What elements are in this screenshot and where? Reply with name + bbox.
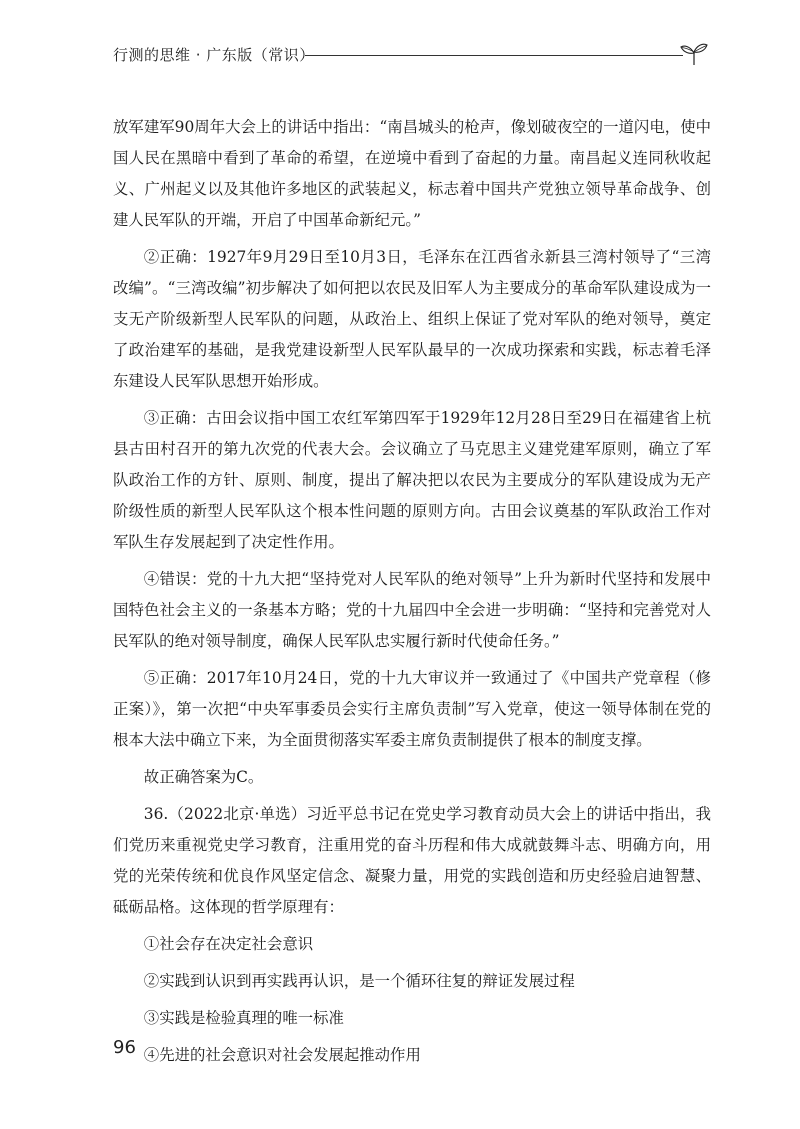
paragraph-5: ⑤正确：2017年10月24日，党的十九大审议并一致通过了《中国共产党章程（修正案）》，第一次把“中央军事委员会实行主席负责制”写入党章，使这一领导体制在党的根本大法中确立下来，为全面贯彻落实军委主席负责制提供了根本的制度支撑。 [113,669,711,749]
page-number: 96 [113,1037,136,1058]
paragraph-1: 放军建军90周年大会上的讲话中指出：“南昌城头的枪声，像划破夜空的一道闪电，使中国人民在黑暗中看到了革命的希望，在逆境中看到了奋起的力量。南昌起义连同秋收起义、广州起义以及其他许多地区的武装起义，标志着中国共产党独立领导革命战争、创建人民军队的开端，开启了中国革命新纪元。” [113,118,711,229]
running-header [113,42,713,72]
question-36: 36.（2022北京·单选）习近平总书记在党史学习教育动员大会上的讲话中指出，我们党历来重视党史学习教育，注重用党的奋斗历程和伟大成就鼓舞斗志、明确方向，用党的光荣传统和优良作风坚定信念、凝聚力量，用党的实践创造和历史经验启迪智慧、砥砺品格。这体现的哲学原理有： [113,805,711,916]
paragraph-3: ③正确：古田会议指中国工农红军第四军于1929年12月28日至29日在福建省上杭县古田村召开的第九次党的代表大会。会议确立了马克思主义建党建军原则，确立了军队政治工作的方针、原则、制度，提出了解决把以农民为主要成分的军队建设成为无产阶级性质的新型人民军队这个根本性问题的原则方向。古田会议奠基的军队政治工作对军队生存发展起到了决定性作用。 [113,409,711,551]
option-1: ①社会存在决定社会意识 [143,935,314,953]
sprout-icon [679,42,709,66]
header-title: 行测的思维 · 广东版（常识） [113,46,315,64]
option-3: ③实践是检验真理的唯一标准 [143,1009,344,1027]
page-body [113,112,711,1071]
paragraph-2: ②正确：1927年9月29日至10月3日，毛泽东在江西省永新县三湾村领导了“三湾改编”。“三湾改编”初步解决了如何把以农民及旧军人为主要成分的革命军队建设成为一支无产阶级新型人民军队的问题，从政治上、组织上保证了党对军队的绝对领导，奠定了政治建军的基础，是我党建设新型人民军队最早的一次成功探索和实践，标志着毛泽东建设人民军队思想开始形成。 [113,248,711,390]
option-4: ④先进的社会意识对社会发展起推动作用 [143,1046,421,1064]
header-rule [305,55,683,56]
paragraph-4: ④错误：党的十九大把“坚持党对人民军队的绝对领导”上升为新时代坚持和发展中国特色社会主义的一条基本方略；党的十九届四中全会进一步明确：“坚持和完善党对人民军队的绝对领导制度，确保人民军队忠实履行新时代使命任务。” [113,570,711,650]
option-2: ②实践到认识到再实践再认识，是一个循环往复的辩证发展过程 [143,972,575,990]
answer-line: 故正确答案为C。 [143,768,264,786]
